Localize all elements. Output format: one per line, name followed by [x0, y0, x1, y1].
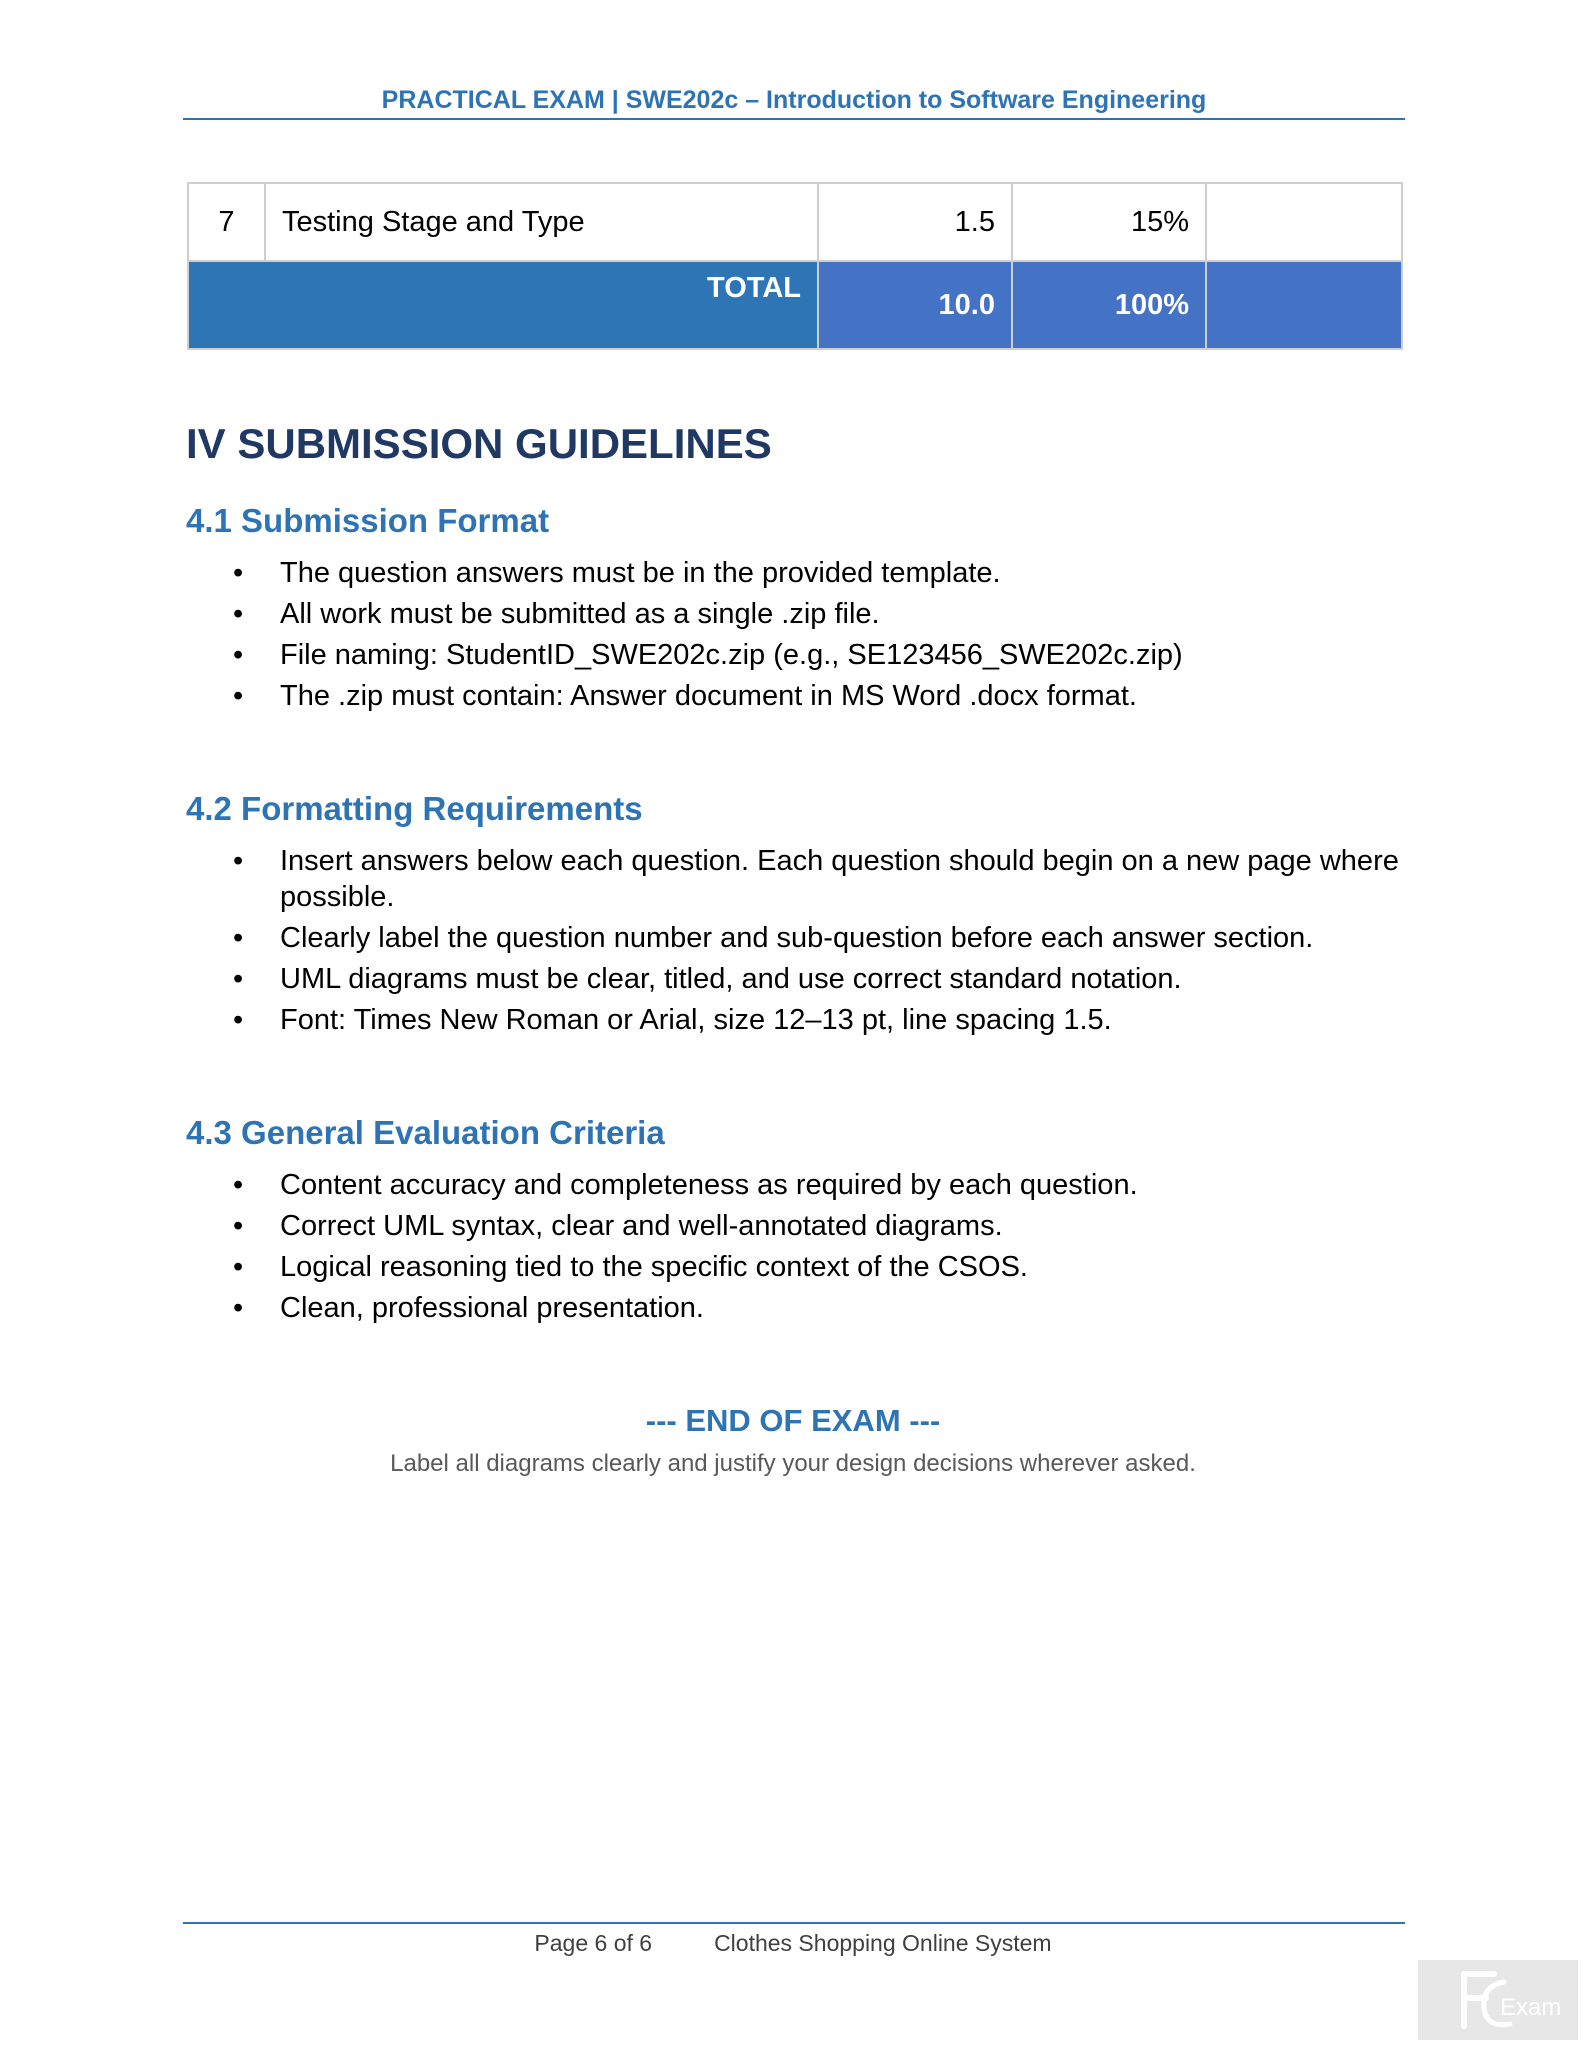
formatting-requirements-heading: 4.2 Formatting Requirements	[186, 790, 643, 827]
list-item: • Content accuracy and completeness as required by each question.	[233, 1169, 1138, 1201]
exam-logo-watermark-icon	[1418, 1960, 1578, 2040]
total-points: 10.0	[818, 261, 1012, 349]
list-item: • The question answers must be in the provided template.	[233, 557, 1001, 589]
bullet-icon: •	[233, 922, 244, 954]
list-item: • Insert answers below each question. Each question should begin on a new page where possible.	[233, 845, 1399, 913]
list-item: • File naming: StudentID_SWE202c.zip (e.g., SE123456_SWE202c.zip)	[233, 639, 1183, 671]
page-footer	[0, 1930, 1586, 1957]
footer-system-name: Clothes Shopping Online System	[714, 1930, 1052, 1956]
row-points: 1.5	[818, 183, 1012, 261]
bullet-icon: •	[233, 598, 244, 630]
row-number: 7	[188, 183, 265, 261]
row-weight: 15%	[1012, 183, 1206, 261]
list-item: • Clearly label the question number and sub-question before each answer section.	[233, 922, 1314, 954]
bullet-icon: •	[233, 639, 244, 671]
list-item: • All work must be submitted as a single .zip file.	[233, 598, 880, 630]
grading-table	[187, 182, 1403, 350]
list-item: • UML diagrams must be clear, titled, and use correct standard notation.	[233, 963, 1182, 995]
footer-divider	[183, 1922, 1405, 1924]
page-number: Page 6 of 6	[534, 1930, 653, 1956]
total-weight: 100%	[1012, 261, 1206, 349]
section-title: IV SUBMISSION GUIDELINES	[186, 420, 772, 467]
submission-format-heading: 4.1 Submission Format	[186, 502, 550, 539]
end-of-exam-note: Label all diagrams clearly and justify your design decisions wherever asked.	[390, 1450, 1196, 1477]
total-empty-cell	[1206, 261, 1402, 349]
total-row	[188, 261, 1402, 349]
submission-format-list	[186, 555, 1406, 719]
bullet-icon: •	[233, 963, 244, 995]
list-item: • Correct UML syntax, clear and well-annotated diagrams.	[233, 1210, 1003, 1242]
header-divider	[183, 118, 1405, 120]
list-item: • Logical reasoning tied to the specific context of the CSOS.	[233, 1251, 1028, 1283]
evaluation-criteria-list	[186, 1167, 1406, 1331]
bullet-icon: •	[233, 1251, 244, 1283]
table-row	[188, 183, 1402, 261]
total-label: TOTAL	[188, 261, 818, 349]
bullet-icon: •	[233, 1210, 244, 1242]
row-item-label: Testing Stage and Type	[265, 183, 818, 261]
bullet-icon: •	[233, 557, 244, 589]
row-note	[1206, 183, 1402, 261]
evaluation-criteria-heading: 4.3 General Evaluation Criteria	[186, 1114, 665, 1151]
bullet-icon: •	[233, 1169, 244, 1201]
list-item: • Font: Times New Roman or Arial, size 12–13 pt, line spacing 1.5.	[233, 1004, 1112, 1036]
list-item: • Clean, professional presentation.	[233, 1292, 704, 1324]
bullet-icon: •	[233, 1292, 244, 1324]
formatting-requirements-list	[186, 843, 1406, 1043]
svg-text:Exam: Exam	[1500, 1994, 1562, 2021]
bullet-icon: •	[233, 680, 244, 712]
page-header-title: PRACTICAL EXAM | SWE202c – Introduction to Software Engineering	[381, 86, 1207, 114]
bullet-icon: •	[233, 845, 244, 877]
end-of-exam-title: --- END OF EXAM ---	[645, 1403, 941, 1438]
list-item: • The .zip must contain: Answer document in MS Word .docx format.	[233, 680, 1137, 712]
bullet-icon: •	[233, 1004, 244, 1036]
